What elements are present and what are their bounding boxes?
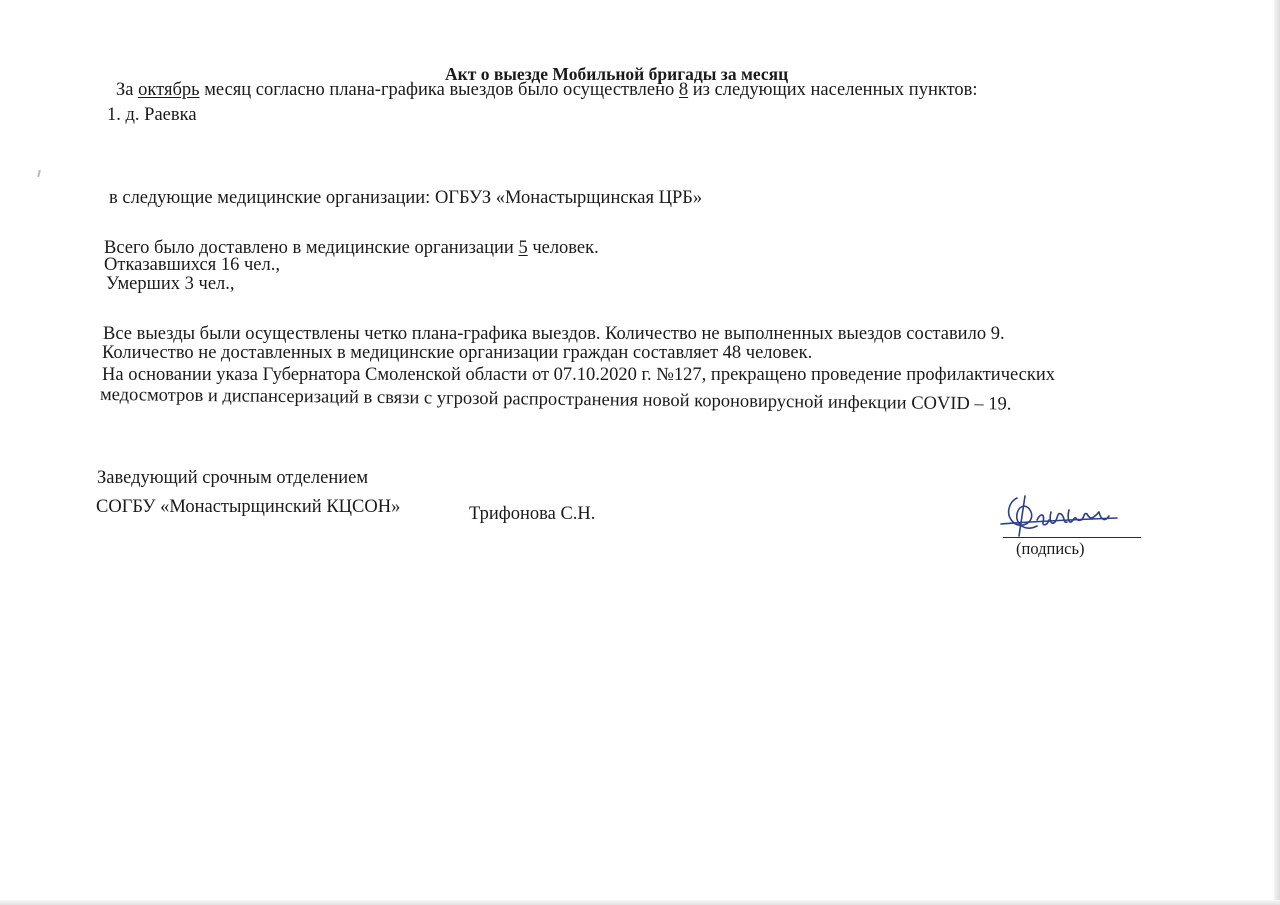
body-line-2: Количество не доставленных в медицинские организации граждан составляет 48 человек. <box>102 343 813 363</box>
intro-prefix: За <box>116 80 139 100</box>
body-line-3: На основании указа Губернатора Смоленской области от 07.10.2020 г. №127, прекращено проведение профилактических <box>102 365 1056 385</box>
scan-speck <box>37 170 41 177</box>
refused-line: Отказавшихся 16 чел., <box>104 255 280 275</box>
died-line: Умерших 3 чел., <box>106 274 235 294</box>
signatory-position: Заведующий срочным отделением <box>97 468 369 488</box>
scan-edge-bottom <box>0 900 1280 905</box>
signature-line <box>1003 537 1141 538</box>
scan-edge-right <box>1274 0 1280 905</box>
body-line-4: медосмотров и диспансеризаций в связи с угрозой распространения новой короновирусной инфекции COVID – 19. <box>99 385 1012 415</box>
organizations-line: в следующие медицинские организации: ОГБУЗ «Монастырщинская ЦРБ» <box>109 188 703 208</box>
settlement-item: 1. д. Раевка <box>107 105 197 125</box>
signature-label: (подпись) <box>1016 539 1085 558</box>
intro-line <box>116 79 978 101</box>
body-line-1: Все выезды были осуществлены четко плана-графика выездов. Количество не выполненных выездов составило 9. <box>103 324 1005 344</box>
document-title: Акт о выезде Мобильной бригады за месяц <box>445 64 789 84</box>
signatory-organization: СОГБУ «Монастырщинский КЦСОН» <box>96 497 401 517</box>
delivered-suffix: человек. <box>532 238 599 258</box>
handwritten-signature <box>995 492 1125 542</box>
signatory-name: Трифонова С.Н. <box>469 504 596 524</box>
month-value: октябрь <box>138 80 200 100</box>
delivered-count: 5 <box>518 238 528 258</box>
intro-middle: месяц согласно плана-графика выездов было осуществлено <box>204 80 679 100</box>
delivered-prefix: Всего было доставлено в медицинские организации <box>104 238 519 258</box>
trips-count: 8 <box>678 80 689 100</box>
intro-suffix: из следующих населенных пунктов: <box>688 80 978 100</box>
